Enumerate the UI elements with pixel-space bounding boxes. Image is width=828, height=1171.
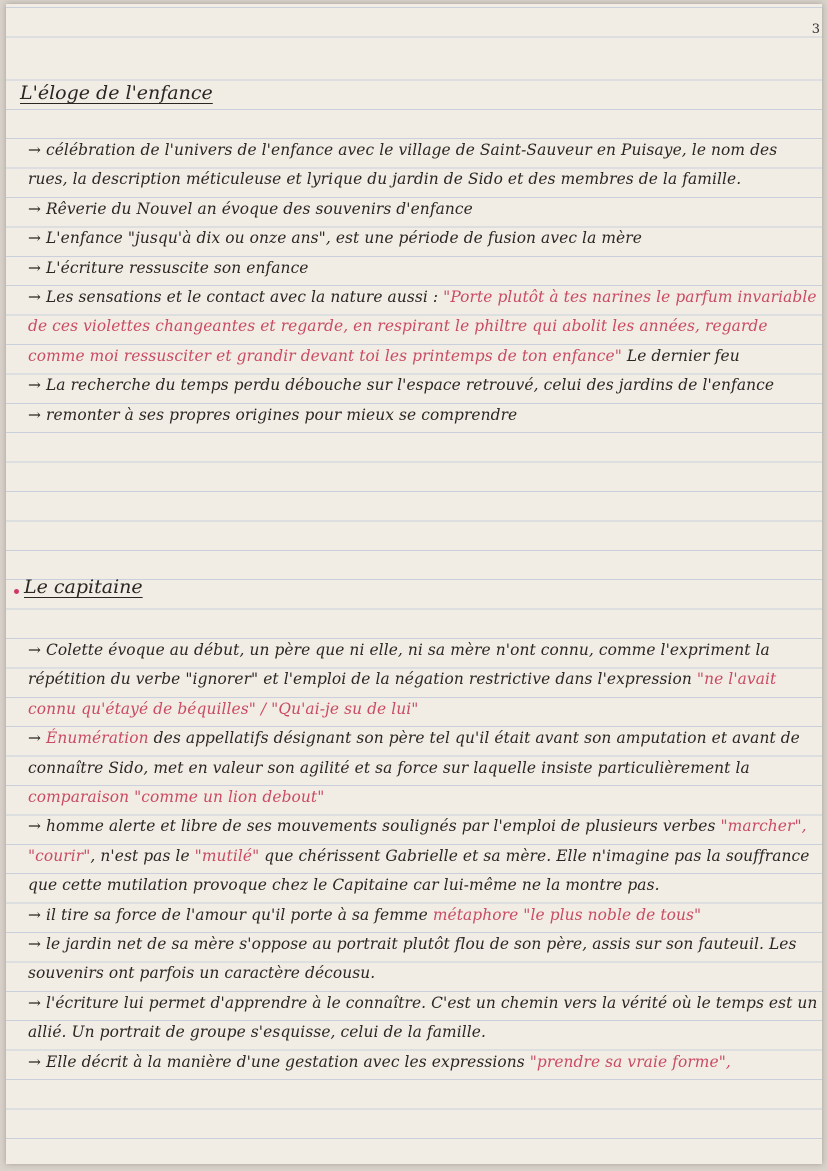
section-eloge-notes	[28, 136, 818, 430]
quote-text: "ne l'avait connu qu'étayé de béquilles" / "Qu'ai-je su de lui"	[28, 670, 777, 718]
quote-text: "mutilé"	[194, 846, 260, 865]
note-item: → homme alerte et libre de ses mouvements soulignés par l'emploi de plusieurs verbes "marcher", "courir", n'est pas le "mutilé" que chérissent Gabrielle et sa mère. Elle n'imagine pas la souffrance que cette mutilation provoque chez le Capitaine car lui-même ne la montre pas.	[28, 817, 810, 895]
notebook-page	[6, 4, 822, 1164]
note-item: → l'écriture lui permet d'apprendre à le connaître. C'est un chemin vers la vérité où le temps est un allié. Un portrait de groupe s'esquisse, celui de la famille.	[28, 993, 818, 1042]
figure-term: comparaison	[28, 788, 130, 807]
quote-text: "Porte plutôt à tes narines le parfum invariable de ces violettes changeantes et regarde, en respirant le philtre qui abolit les années, regarde comme moi ressusciter et grandir devant toi les printemps de ton enfance"	[28, 288, 817, 365]
note-item: → L'enfance "jusqu'à dix ou onze ans", est une période de fusion avec la mère	[28, 229, 642, 248]
section-title-eloge: L'éloge de l'enfance	[20, 82, 213, 104]
note-item: → remonter à ses propres origines pour mieux se comprendre	[28, 405, 518, 424]
quote-text: "marcher", "courir"	[28, 817, 807, 865]
note-item: → Énumération des appellatifs désignant son père tel qu'il était avant son amputation et avant de connaître Sido, met en valeur son agilité et sa force sur laquelle insiste particulièrement la comparaison "comme un lion debout"	[28, 729, 800, 807]
section-capitaine-notes	[28, 636, 818, 1077]
figure-term: métaphore	[432, 905, 519, 924]
note-item: → il tire sa force de l'amour qu'il porte à sa femme métaphore "le plus noble de tous"	[28, 905, 702, 924]
quote-text: "comme un lion debout"	[129, 788, 325, 807]
section-bullet-dot	[14, 589, 19, 594]
note-item: → Colette évoque au début, un père que ni elle, ni sa mère n'ont connu, comme l'expriment la répétition du verbe "ignorer" et l'emploi de la négation restrictive dans l'expression "ne l'avait connu qu'étayé de béquilles" / "Qu'ai-je su de lui"	[28, 641, 777, 718]
note-item: → le jardin net de sa mère s'oppose au portrait plutôt flou de son père, assis sur son fauteuil. Les souvenirs ont parfois un caractère décousu.	[28, 935, 797, 983]
note-item: → Elle décrit à la manière d'une gestation avec les expressions "prendre sa vraie forme",	[28, 1052, 731, 1071]
note-item: → Les sensations et le contact avec la nature aussi : "Porte plutôt à tes narines le parfum invariable de ces violettes changeantes et regarde, en respirant le philtre qui abolit les années, regarde comme moi ressusciter et grandir devant toi les printemps de ton enfance" Le dernier feu	[28, 288, 817, 365]
quote-text: "le plus noble de tous"	[518, 905, 702, 924]
note-item: → célébration de l'univers de l'enfance avec le village de Saint-Sauveur en Puisaye, le nom des rues, la description méticuleuse et lyrique du jardin de Sido et des membres de la famille.	[28, 141, 778, 189]
section-title-capitaine: Le capitaine	[24, 576, 143, 598]
note-item: → L'écriture ressuscite son enfance	[28, 258, 309, 277]
note-item: → La recherche du temps perdu débouche sur l'espace retrouvé, celui des jardins de l'enfance	[28, 376, 775, 395]
figure-term: Énumération	[46, 729, 149, 748]
note-item: → Rêverie du Nouvel an évoque des souvenirs d'enfance	[28, 199, 473, 218]
quote-text: "prendre sa vraie forme",	[529, 1052, 731, 1071]
page-number: 3	[811, 22, 820, 37]
